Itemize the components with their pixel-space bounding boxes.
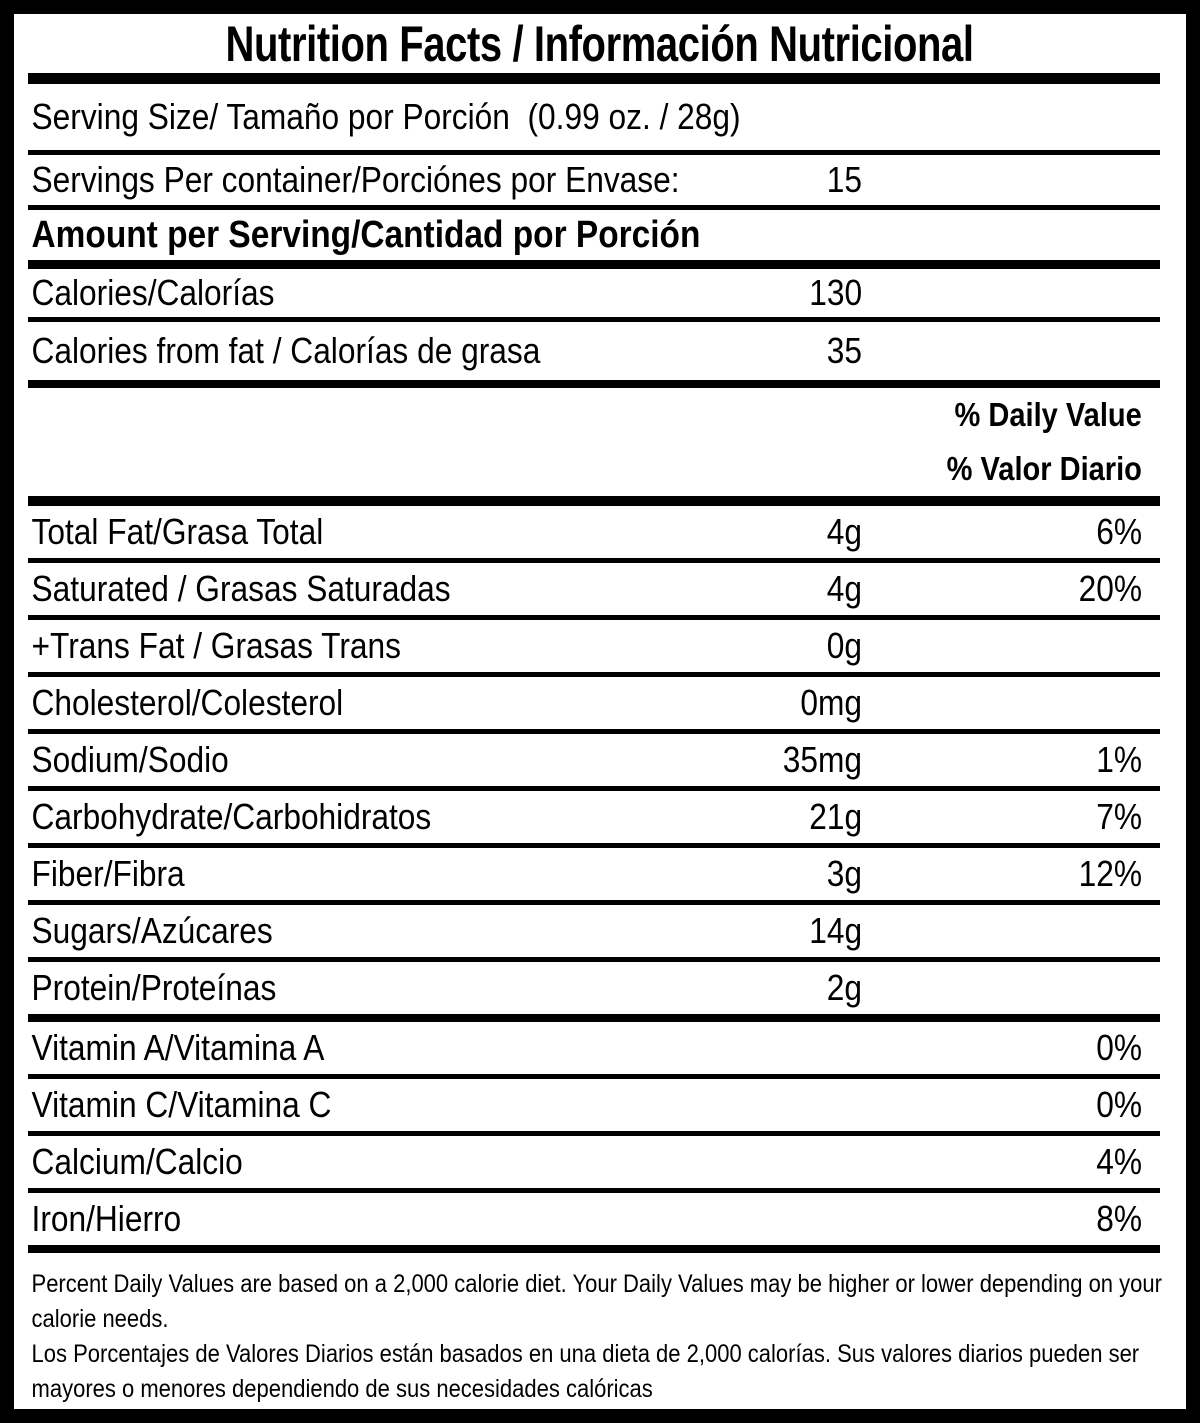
vitamin-dv: 8% bbox=[1096, 1198, 1142, 1239]
vitamin-dv: 0% bbox=[1096, 1084, 1142, 1125]
nutrient-row-carbohydrate bbox=[28, 791, 1160, 848]
servings-per-container-value: 15 bbox=[826, 159, 862, 200]
nutrient-row-sugars bbox=[28, 905, 1160, 962]
serving-size-label: Serving Size/ Tamaño por Porción (0.99 oz. / 28g) bbox=[31, 96, 741, 137]
nutrient-dv: 1% bbox=[1096, 739, 1142, 780]
daily-value-header-en: % Daily Value bbox=[954, 396, 1142, 433]
vitamin-label: Vitamin A/Vitamina A bbox=[31, 1027, 325, 1068]
nutrient-dv: 20% bbox=[1078, 568, 1142, 609]
daily-value-header-row-en bbox=[28, 388, 1160, 442]
footnote-en: Percent Daily Values are based on a 2,000 calorie diet. Your Daily Values may be higher or lower depending on your calorie needs. bbox=[31, 1270, 1162, 1333]
nutrient-dv: 6% bbox=[1096, 511, 1142, 552]
vitamin-label: Vitamin C/Vitamina C bbox=[31, 1084, 332, 1125]
nutrient-row-trans-fat bbox=[28, 620, 1160, 677]
nutrient-label: Sugars/Azúcares bbox=[31, 910, 273, 951]
amount-per-serving-header-row bbox=[28, 210, 1160, 269]
nutrient-amount: 4g bbox=[826, 511, 862, 552]
vitamin-row-vitamin-c bbox=[28, 1079, 1160, 1136]
vitamin-label: Iron/Hierro bbox=[31, 1198, 182, 1239]
nutrient-row-fiber bbox=[28, 848, 1160, 905]
calories-value: 130 bbox=[809, 272, 862, 313]
vitamin-dv: 0% bbox=[1096, 1027, 1142, 1068]
nutrient-label: Total Fat/Grasa Total bbox=[31, 511, 324, 552]
nutrient-label: Protein/Proteínas bbox=[31, 967, 277, 1008]
vitamin-label: Calcium/Calcio bbox=[31, 1141, 243, 1182]
daily-value-header-row-es bbox=[28, 442, 1160, 506]
vitamin-row-vitamin-a bbox=[28, 1022, 1160, 1079]
nutrient-amount: 35mg bbox=[782, 739, 862, 780]
nutrient-row-sodium bbox=[28, 734, 1160, 791]
servings-per-container-row bbox=[28, 155, 1160, 210]
nutrient-amount: 4g bbox=[826, 568, 862, 609]
servings-per-container-label: Servings Per container/Porciónes por Envase: bbox=[31, 159, 680, 200]
nutrient-row-cholesterol bbox=[28, 677, 1160, 734]
nutrient-amount: 21g bbox=[809, 796, 862, 837]
footnotes bbox=[28, 1253, 1160, 1409]
nutrient-label: Saturated / Grasas Saturadas bbox=[31, 568, 451, 609]
nutrient-row-protein bbox=[28, 962, 1160, 1022]
nutrient-amount: 3g bbox=[826, 853, 862, 894]
nutrient-amount: 2g bbox=[826, 967, 862, 1008]
calories-row bbox=[28, 269, 1160, 322]
calories-label: Calories/Calorías bbox=[31, 272, 275, 313]
nutrient-amount: 0mg bbox=[800, 682, 862, 723]
title-divider-bar bbox=[28, 73, 1160, 84]
nutrient-label: Fiber/Fibra bbox=[31, 853, 185, 894]
vitamin-row-calcium bbox=[28, 1136, 1160, 1193]
vitamin-row-iron bbox=[28, 1193, 1160, 1253]
nutrient-label: +Trans Fat / Grasas Trans bbox=[31, 625, 401, 666]
calories-from-fat-value: 35 bbox=[826, 330, 862, 371]
serving-size-row bbox=[28, 84, 1160, 155]
title-row bbox=[14, 14, 1186, 73]
calories-from-fat-label: Calories from fat / Calorías de grasa bbox=[31, 330, 541, 371]
daily-value-header-es: % Valor Diario bbox=[946, 450, 1142, 487]
vitamin-dv: 4% bbox=[1096, 1141, 1142, 1182]
nutrient-row-saturated-fat bbox=[28, 563, 1160, 620]
page-title: Nutrition Facts / Información Nutricional bbox=[225, 15, 975, 72]
nutrient-label: Sodium/Sodio bbox=[31, 739, 229, 780]
nutrient-amount: 0g bbox=[826, 625, 862, 666]
nutrient-amount: 14g bbox=[809, 910, 862, 951]
footnote-es: Los Porcentajes de Valores Diarios están basados en una dieta de 2,000 calorías. Sus valores diarios pueden ser mayores o menores dependiendo de sus necesidades calóricas bbox=[31, 1340, 1140, 1403]
amount-per-serving-header: Amount per Serving/Cantidad por Porción bbox=[31, 213, 701, 256]
nutrient-row-total-fat bbox=[28, 506, 1160, 563]
nutrient-dv: 7% bbox=[1096, 796, 1142, 837]
nutrient-label: Carbohydrate/Carbohidratos bbox=[31, 796, 432, 837]
nutrient-label: Cholesterol/Colesterol bbox=[31, 682, 344, 723]
calories-from-fat-row bbox=[28, 322, 1160, 388]
nutrient-dv: 12% bbox=[1078, 853, 1142, 894]
